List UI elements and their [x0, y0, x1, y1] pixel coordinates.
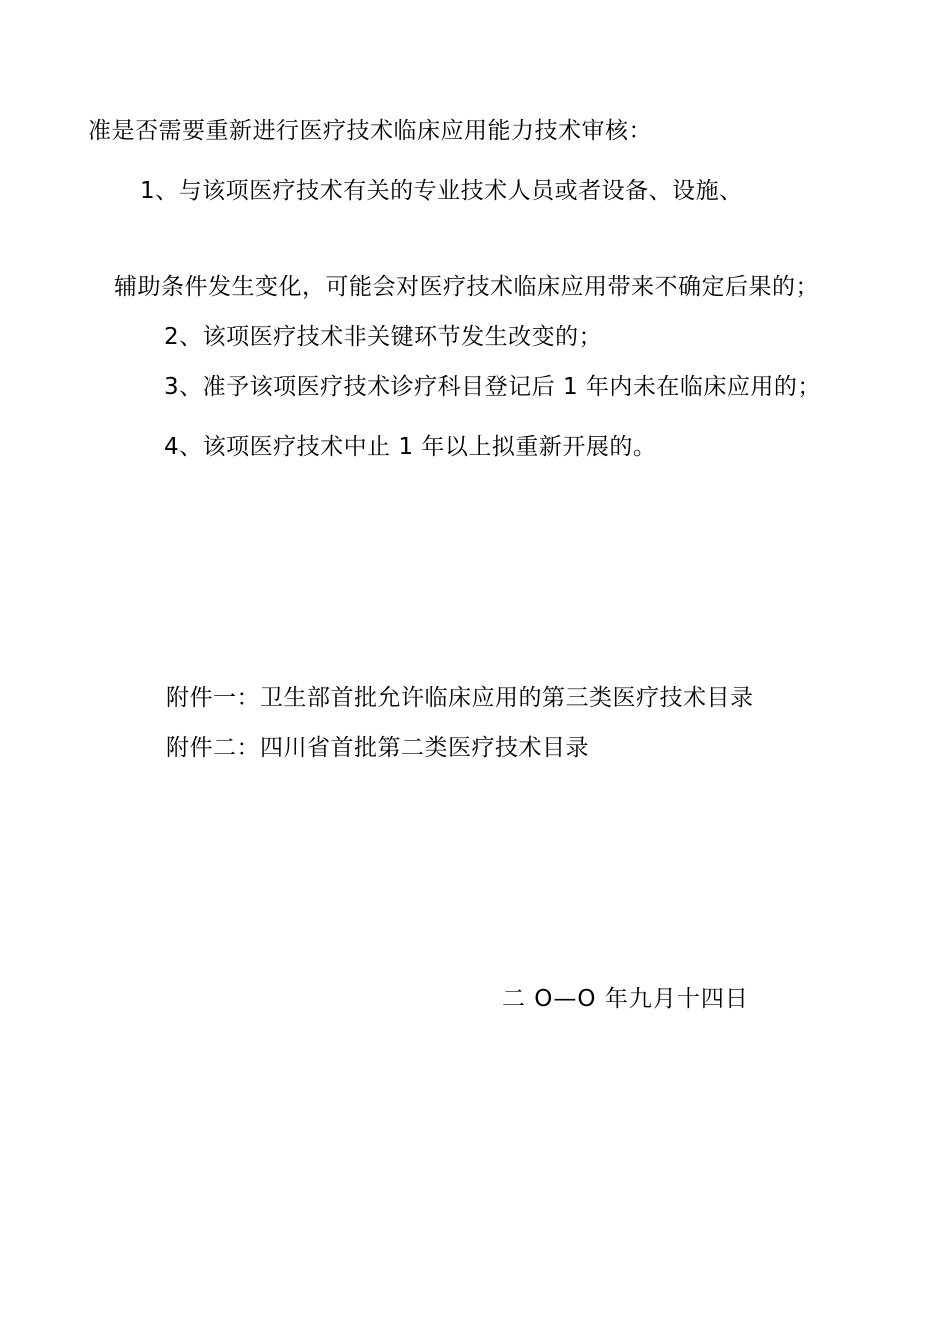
document-date: 二 O—O 年九月十四日	[502, 986, 749, 1012]
list-item-1-continuation: 辅助条件发生变化，可能会对医疗技术临床应用带来不确定后果的；	[114, 274, 819, 300]
list-item-4: 4、该项医疗技术中止 1 年以上拟重新开展的。	[164, 434, 657, 460]
intro-paragraph: 准是否需要重新进行医疗技术临床应用能力技术审核：	[88, 118, 652, 144]
list-item-2: 2、该项医疗技术非关键环节发生改变的；	[164, 324, 603, 350]
list-item-1: 1、与该项医疗技术有关的专业技术人员或者设备、设施、	[140, 178, 743, 204]
attachment-1: 附件一：卫生部首批允许临床应用的第三类医疗技术目录	[166, 685, 754, 711]
attachment-2: 附件二：四川省首批第二类医疗技术目录	[166, 735, 589, 761]
list-item-3: 3、准予该项医疗技术诊疗科目登记后 1 年内未在临床应用的；	[164, 374, 821, 400]
